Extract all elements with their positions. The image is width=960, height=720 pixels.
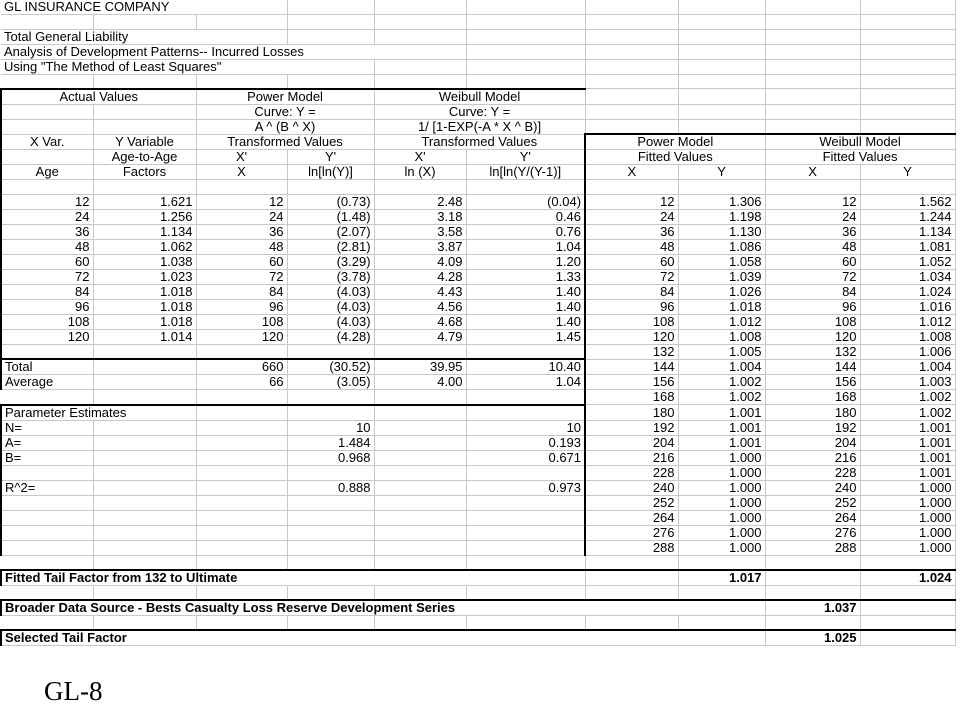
weibull-y-cell: 1.40 — [466, 314, 585, 329]
power-fitted-x-cell: 228 — [585, 465, 678, 480]
weibull-model-header: Weibull Model — [374, 89, 585, 105]
power-x-cell: 48 — [196, 239, 287, 254]
power-fitted-x-cell: 12 — [585, 194, 678, 209]
lnx-header: ln (X) — [374, 165, 466, 180]
header-row-2 — [1, 104, 955, 119]
power-y-cell: (1.48) — [287, 209, 374, 224]
power-fitted-y-cell: 1.002 — [678, 375, 765, 390]
power-fitted-y-cell: 1.001 — [678, 420, 765, 435]
grid-body — [1, 0, 955, 194]
power-model-header: Power Model — [196, 89, 374, 105]
table-row — [1, 405, 955, 421]
tail-rows — [1, 344, 955, 645]
power-fitted-y-cell: 1.002 — [678, 390, 765, 405]
weibull-fitted-x-cell: 132 — [765, 344, 860, 359]
weibull-fitted-y-cell: 1.052 — [860, 254, 955, 269]
age-cell: 48 — [1, 239, 93, 254]
fitted-tail-power-value: 1.017 — [678, 570, 765, 586]
weibull-fitted-x-cell: 180 — [765, 405, 860, 421]
table-row — [1, 465, 955, 480]
fitted-weibull-header: Weibull Model — [765, 134, 955, 150]
power-x-cell: 36 — [196, 224, 287, 239]
param-label: A= — [1, 435, 93, 450]
title-row-2 — [1, 44, 955, 59]
title-line-3: Using "The Method of Least Squares" — [1, 59, 374, 74]
power-x-cell: 108 — [196, 314, 287, 329]
company-row — [1, 0, 955, 15]
fitted-y-header: Y — [678, 165, 765, 180]
power-fitted-y-cell: 1.000 — [678, 480, 765, 495]
total-value: 660 — [196, 359, 287, 375]
param-label: B= — [1, 450, 93, 465]
header-row-4 — [1, 134, 955, 150]
power-fitted-y-cell: 1.306 — [678, 194, 765, 209]
factor-cell: 1.256 — [93, 209, 196, 224]
table-row — [1, 344, 955, 359]
factor-cell: 1.023 — [93, 269, 196, 284]
total-value: 1.04 — [466, 375, 585, 390]
total-label: Average — [1, 375, 93, 390]
age-cell: 72 — [1, 269, 93, 284]
blank-row — [1, 180, 955, 195]
weibull-fitted-x-cell: 276 — [765, 525, 860, 540]
table-row — [1, 269, 955, 284]
header-row-3 — [1, 119, 955, 134]
power-fitted-y-cell: 1.005 — [678, 344, 765, 359]
table-row — [1, 435, 955, 450]
age-to-age-header: Age-to-Age — [93, 150, 196, 165]
age-header: Age — [1, 165, 93, 180]
fitted-x-header: X — [585, 165, 678, 180]
total-value: 4.00 — [374, 375, 466, 390]
table-row — [1, 375, 955, 390]
table-row — [1, 359, 955, 375]
power-y-cell: (2.81) — [287, 239, 374, 254]
table-row — [1, 239, 955, 254]
power-y-cell: (3.29) — [287, 254, 374, 269]
yvar-header: Y Variable — [93, 134, 196, 150]
param-value: 0.973 — [466, 480, 585, 495]
weibull-fitted-x-cell: 12 — [765, 194, 860, 209]
weibull-fitted-y-cell: 1.001 — [860, 420, 955, 435]
power-fitted-x-cell: 120 — [585, 329, 678, 344]
power-fitted-x-cell: 144 — [585, 359, 678, 375]
xvar-header: X Var. — [1, 134, 93, 150]
fitted-values-1: Fitted Values — [585, 150, 765, 165]
weibull-fitted-x-cell: 156 — [765, 375, 860, 390]
weibull-y-cell: 1.40 — [466, 284, 585, 299]
weibull-x-cell: 2.48 — [374, 194, 466, 209]
power-fitted-x-cell: 252 — [585, 495, 678, 510]
header-row-5 — [1, 150, 955, 165]
lnln-header: ln[ln(Y)] — [287, 165, 374, 180]
table-row — [1, 224, 955, 239]
power-fitted-y-cell: 1.026 — [678, 284, 765, 299]
table-row — [1, 254, 955, 269]
power-fitted-y-cell: 1.039 — [678, 269, 765, 284]
weibull-fitted-y-cell: 1.000 — [860, 540, 955, 555]
power-x-cell: 96 — [196, 299, 287, 314]
fitted-tail-weibull-value: 1.024 — [860, 570, 955, 586]
age-cell: 84 — [1, 284, 93, 299]
weibull-y-cell: (0.04) — [466, 194, 585, 209]
param-value: 0.193 — [466, 435, 585, 450]
fitted-tail-row — [1, 570, 955, 586]
fitted-y-header: Y — [860, 165, 955, 180]
power-fitted-x-cell: 192 — [585, 420, 678, 435]
total-value: (30.52) — [287, 359, 374, 375]
weibull-fitted-y-cell: 1.008 — [860, 329, 955, 344]
total-label: Total — [1, 359, 93, 375]
selected-tail-row — [1, 630, 955, 646]
header-row-6 — [1, 165, 955, 180]
power-fitted-x-cell: 168 — [585, 390, 678, 405]
weibull-x-cell: 3.18 — [374, 209, 466, 224]
power-fitted-y-cell: 1.000 — [678, 495, 765, 510]
weibull-fitted-y-cell: 1.002 — [860, 405, 955, 421]
table-row — [1, 314, 955, 329]
power-y-cell: (3.78) — [287, 269, 374, 284]
company-name: GL INSURANCE COMPANY — [1, 0, 287, 15]
weibull-fitted-y-cell: 1.004 — [860, 359, 955, 375]
weibull-fitted-x-cell: 120 — [765, 329, 860, 344]
age-cell: 12 — [1, 194, 93, 209]
table-row — [1, 329, 955, 344]
power-x-cell: 12 — [196, 194, 287, 209]
weibull-fitted-x-cell: 192 — [765, 420, 860, 435]
weibull-fitted-y-cell: 1.562 — [860, 194, 955, 209]
power-fitted-x-cell: 156 — [585, 375, 678, 390]
weibull-y-cell: 0.46 — [466, 209, 585, 224]
title-line-2: Analysis of Development Patterns-- Incurred Losses — [1, 44, 466, 59]
weibull-y-cell: 1.40 — [466, 299, 585, 314]
weibull-fitted-x-cell: 108 — [765, 314, 860, 329]
factors-header: Factors — [93, 165, 196, 180]
weibull-fitted-x-cell: 72 — [765, 269, 860, 284]
power-fitted-y-cell: 1.086 — [678, 239, 765, 254]
weibull-x-cell: 3.87 — [374, 239, 466, 254]
weibull-fitted-x-cell: 240 — [765, 480, 860, 495]
power-x-cell: 120 — [196, 329, 287, 344]
table-row — [1, 299, 955, 314]
power-fitted-x-cell: 276 — [585, 525, 678, 540]
table-row — [1, 495, 955, 510]
actual-values-header: Actual Values — [1, 89, 196, 105]
weibull-fitted-y-cell: 1.001 — [860, 435, 955, 450]
fitted-power-header: Power Model — [585, 134, 765, 150]
param-value: 0.671 — [466, 450, 585, 465]
power-fitted-y-cell: 1.198 — [678, 209, 765, 224]
weibull-fitted-x-cell: 36 — [765, 224, 860, 239]
x-header: X — [196, 165, 287, 180]
weibull-x-cell: 4.68 — [374, 314, 466, 329]
table-row — [1, 209, 955, 224]
power-fitted-x-cell: 60 — [585, 254, 678, 269]
data-rows — [1, 194, 955, 344]
fitted-values-2: Fitted Values — [765, 150, 955, 165]
age-cell: 120 — [1, 329, 93, 344]
factor-cell: 1.018 — [93, 314, 196, 329]
total-value: 39.95 — [374, 359, 466, 375]
broader-source-row — [1, 600, 955, 616]
xprime-2: X' — [374, 150, 466, 165]
power-fitted-y-cell: 1.004 — [678, 359, 765, 375]
factor-cell: 1.018 — [93, 299, 196, 314]
param-value: 10 — [287, 420, 374, 435]
table-row — [1, 450, 955, 465]
page-label: GL-8 — [44, 676, 103, 706]
age-cell: 36 — [1, 224, 93, 239]
power-fitted-y-cell: 1.012 — [678, 314, 765, 329]
weibull-fitted-y-cell: 1.134 — [860, 224, 955, 239]
power-fitted-y-cell: 1.000 — [678, 510, 765, 525]
table-row — [1, 420, 955, 435]
power-y-cell: (4.03) — [287, 284, 374, 299]
power-fitted-x-cell: 108 — [585, 314, 678, 329]
param-label: R^2= — [1, 480, 93, 495]
weibull-fitted-x-cell: 144 — [765, 359, 860, 375]
table-row — [1, 480, 955, 495]
weibull-fitted-x-cell: 288 — [765, 540, 860, 555]
weibull-fitted-y-cell: 1.003 — [860, 375, 955, 390]
table-row — [1, 510, 955, 525]
broader-source-label: Broader Data Source - Bests Casualty Loss Reserve Development Series — [1, 600, 765, 616]
power-fitted-y-cell: 1.000 — [678, 465, 765, 480]
weibull-fitted-x-cell: 84 — [765, 284, 860, 299]
power-fitted-y-cell: 1.008 — [678, 329, 765, 344]
power-fitted-x-cell: 24 — [585, 209, 678, 224]
factor-cell: 1.014 — [93, 329, 196, 344]
broader-source-value: 1.037 — [765, 600, 860, 616]
weibull-x-cell: 4.79 — [374, 329, 466, 344]
power-fitted-y-cell: 1.000 — [678, 450, 765, 465]
weibull-fitted-x-cell: 48 — [765, 239, 860, 254]
weibull-fitted-x-cell: 228 — [765, 465, 860, 480]
table-row — [1, 194, 955, 209]
weibull-y-cell: 1.20 — [466, 254, 585, 269]
power-fitted-x-cell: 240 — [585, 480, 678, 495]
power-y-cell: (4.03) — [287, 299, 374, 314]
param-label: N= — [1, 420, 93, 435]
weibull-y-cell: 0.76 — [466, 224, 585, 239]
power-fitted-y-cell: 1.001 — [678, 435, 765, 450]
weibull-fitted-x-cell: 204 — [765, 435, 860, 450]
fitted-tail-label: Fitted Tail Factor from 132 to Ultimate — [1, 570, 585, 586]
power-fitted-x-cell: 36 — [585, 224, 678, 239]
power-fitted-x-cell: 84 — [585, 284, 678, 299]
selected-tail-value: 1.025 — [765, 630, 860, 646]
weibull-curve-label: Curve: Y = — [374, 104, 585, 119]
weibull-fitted-x-cell: 252 — [765, 495, 860, 510]
weibull-fitted-y-cell: 1.000 — [860, 510, 955, 525]
weibull-fitted-y-cell: 1.006 — [860, 344, 955, 359]
power-y-cell: (4.28) — [287, 329, 374, 344]
blank-row — [1, 585, 955, 600]
power-x-cell: 60 — [196, 254, 287, 269]
weibull-y-cell: 1.04 — [466, 239, 585, 254]
weibull-fitted-x-cell: 96 — [765, 299, 860, 314]
weibull-x-cell: 4.56 — [374, 299, 466, 314]
weibull-fitted-x-cell: 264 — [765, 510, 860, 525]
power-fitted-x-cell: 72 — [585, 269, 678, 284]
power-fitted-y-cell: 1.018 — [678, 299, 765, 314]
factor-cell: 1.062 — [93, 239, 196, 254]
power-formula: A ^ (B ^ X) — [196, 119, 374, 134]
power-fitted-y-cell: 1.058 — [678, 254, 765, 269]
blank-row — [1, 15, 955, 30]
power-y-cell: (2.07) — [287, 224, 374, 239]
weibull-fitted-y-cell: 1.000 — [860, 495, 955, 510]
param-value: 1.484 — [287, 435, 374, 450]
power-x-cell: 84 — [196, 284, 287, 299]
factor-cell: 1.621 — [93, 194, 196, 209]
transformed-values-1: Transformed Values — [196, 134, 374, 150]
age-cell: 24 — [1, 209, 93, 224]
total-value: 10.40 — [466, 359, 585, 375]
lnlny-header: ln[ln(Y/(Y-1)] — [466, 165, 585, 180]
power-fitted-x-cell: 96 — [585, 299, 678, 314]
power-fitted-y-cell: 1.000 — [678, 525, 765, 540]
power-fitted-y-cell: 1.130 — [678, 224, 765, 239]
weibull-fitted-y-cell: 1.001 — [860, 465, 955, 480]
weibull-fitted-y-cell: 1.012 — [860, 314, 955, 329]
blank-row — [1, 74, 955, 89]
weibull-y-cell: 1.33 — [466, 269, 585, 284]
weibull-fitted-x-cell: 216 — [765, 450, 860, 465]
power-fitted-x-cell: 216 — [585, 450, 678, 465]
table-row — [1, 540, 955, 555]
table-row — [1, 390, 955, 405]
power-fitted-x-cell: 132 — [585, 344, 678, 359]
parameter-estimates-title: Parameter Estimates — [1, 405, 196, 421]
title-line-1: Total General Liability — [1, 29, 287, 44]
total-value: (3.05) — [287, 375, 374, 390]
weibull-x-cell: 4.28 — [374, 269, 466, 284]
blank-row — [1, 555, 955, 570]
weibull-fitted-y-cell: 1.244 — [860, 209, 955, 224]
power-fitted-x-cell: 48 — [585, 239, 678, 254]
total-value: 66 — [196, 375, 287, 390]
age-cell: 60 — [1, 254, 93, 269]
factor-cell: 1.134 — [93, 224, 196, 239]
fitted-x-header: X — [765, 165, 860, 180]
power-curve-label: Curve: Y = — [196, 104, 374, 119]
power-fitted-x-cell: 288 — [585, 540, 678, 555]
table-row — [1, 525, 955, 540]
weibull-fitted-y-cell: 1.024 — [860, 284, 955, 299]
selected-tail-label: Selected Tail Factor — [1, 630, 765, 646]
param-value: 0.968 — [287, 450, 374, 465]
factor-cell: 1.018 — [93, 284, 196, 299]
factor-cell: 1.038 — [93, 254, 196, 269]
weibull-fitted-x-cell: 24 — [765, 209, 860, 224]
weibull-x-cell: 4.09 — [374, 254, 466, 269]
yprime-1: Y' — [287, 150, 374, 165]
power-fitted-x-cell: 264 — [585, 510, 678, 525]
power-x-cell: 72 — [196, 269, 287, 284]
weibull-fitted-y-cell: 1.081 — [860, 239, 955, 254]
param-value: 0.888 — [287, 480, 374, 495]
power-fitted-x-cell: 180 — [585, 405, 678, 421]
power-x-cell: 24 — [196, 209, 287, 224]
header-row-1 — [1, 89, 955, 105]
age-cell: 108 — [1, 314, 93, 329]
yprime-2: Y' — [466, 150, 585, 165]
title-row-3 — [1, 59, 955, 74]
table-row — [1, 284, 955, 299]
weibull-fitted-y-cell: 1.001 — [860, 450, 955, 465]
age-cell: 96 — [1, 299, 93, 314]
weibull-x-cell: 4.43 — [374, 284, 466, 299]
power-fitted-y-cell: 1.000 — [678, 540, 765, 555]
weibull-y-cell: 1.45 — [466, 329, 585, 344]
power-y-cell: (0.73) — [287, 194, 374, 209]
weibull-formula: 1/ [1-EXP(-A * X ^ B)] — [374, 119, 585, 134]
weibull-fitted-y-cell: 1.016 — [860, 299, 955, 314]
transformed-values-2: Transformed Values — [374, 134, 585, 150]
power-fitted-x-cell: 204 — [585, 435, 678, 450]
param-value: 10 — [466, 420, 585, 435]
weibull-fitted-y-cell: 1.002 — [860, 390, 955, 405]
weibull-fitted-x-cell: 60 — [765, 254, 860, 269]
power-fitted-y-cell: 1.001 — [678, 405, 765, 421]
weibull-x-cell: 3.58 — [374, 224, 466, 239]
weibull-fitted-y-cell: 1.034 — [860, 269, 955, 284]
xprime-1: X' — [196, 150, 287, 165]
title-row-1 — [1, 29, 955, 44]
weibull-fitted-y-cell: 1.000 — [860, 480, 955, 495]
weibull-fitted-x-cell: 168 — [765, 390, 860, 405]
weibull-fitted-y-cell: 1.000 — [860, 525, 955, 540]
power-y-cell: (4.03) — [287, 314, 374, 329]
blank-row — [1, 616, 955, 631]
